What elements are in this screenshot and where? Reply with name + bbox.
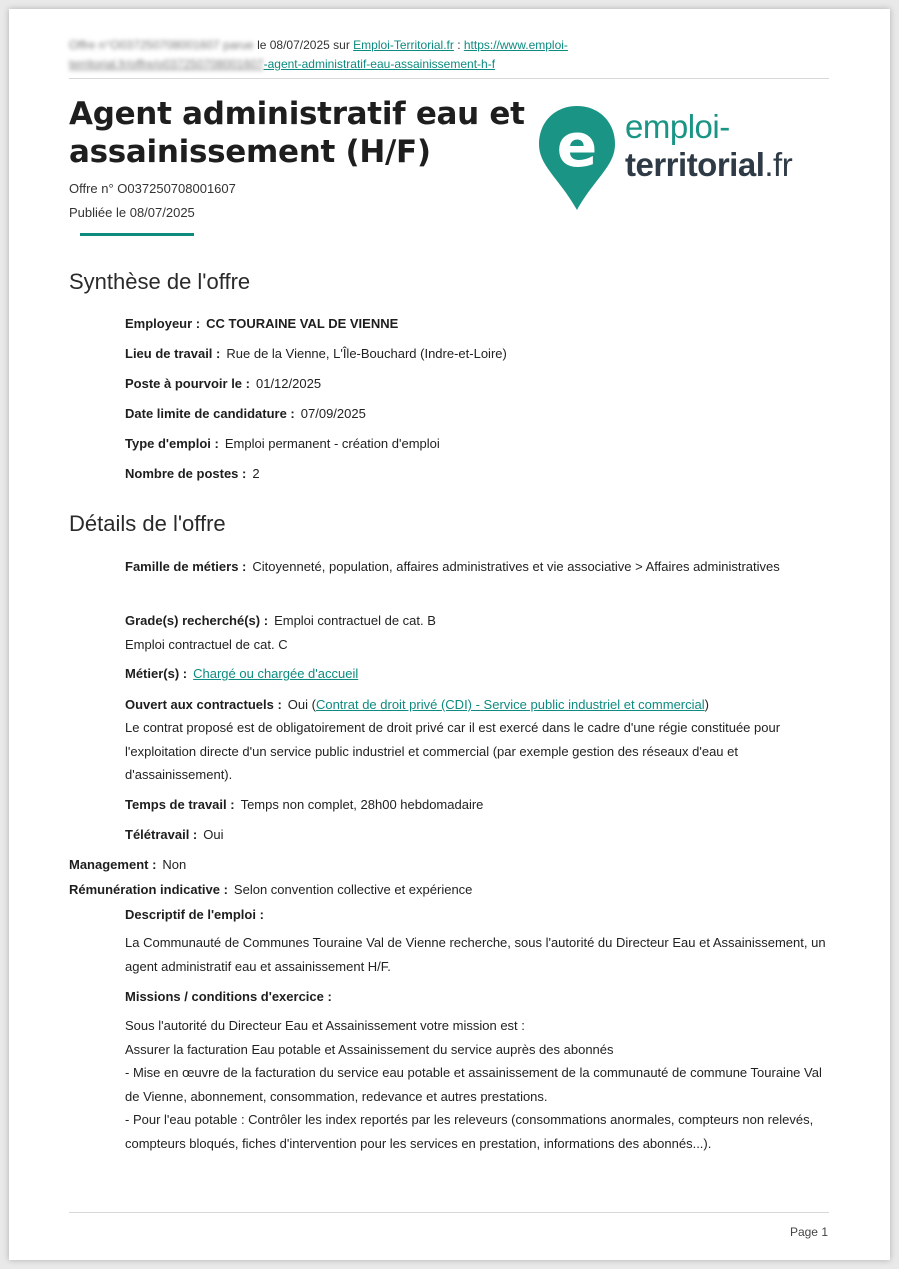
ouvert-row: Ouvert aux contractuels : Oui (Contrat de droit privé (CDI) - Service public industriel et commercial) — [125, 697, 709, 712]
page-number: Page 1 — [789, 1225, 828, 1239]
logo-line2: territorial.fr — [625, 146, 793, 183]
page-title: Agent administratif eau et assainissement (H/F) — [69, 96, 525, 170]
header-source-line: Offre n°O037250708001607 parue le 08/07/2025 sur Emploi-Territorial.fr : https://www.emploi- territorial.fr/offre/o037250708001607-agent-administratif-eau-assainissement-h-f — [69, 38, 568, 71]
poste-row: Poste à pourvoir le : 01/12/2025 — [125, 376, 322, 391]
ouvert-text: Le contrat proposé est de obligatoirement de droit privé car il est exercé dans le cadre d'une régie constituée pour l'exploitation directe d'un service public industriel et commercial (par exemple gestion des réseaux d'eau et d'assainissement). — [125, 720, 781, 782]
site-link[interactable]: Emploi-Territorial.fr — [353, 38, 454, 52]
blurred-offer-ref: Offre n°O037250708001607 parue — [69, 38, 254, 52]
remuneration-row: Rémunération indicative : Selon convention collective et expérience — [69, 882, 473, 897]
lieu-row: Lieu de travail : Rue de la Vienne, L'Île-Bouchard (Indre-et-Loire) — [125, 346, 507, 361]
employeur-row — [125, 312, 835, 336]
metier-row: Métier(s) : Chargé ou chargée d'accueil — [125, 666, 359, 681]
map-pin-icon — [537, 104, 623, 214]
type-emploi-row: Type d'emploi : Emploi permanent - création d'emploi — [125, 436, 440, 451]
contrat-link[interactable]: Contrat de droit privé (CDI) - Service public industriel et commercial — [315, 697, 705, 712]
offer-number: Offre n° O037250708001607 — [69, 181, 236, 196]
offer-url-link-1[interactable]: https://www.emploi- — [463, 38, 568, 52]
emploi-territorial-logo — [537, 104, 837, 214]
footer-divider — [69, 1212, 829, 1213]
offer-url-link-2[interactable]: -agent-administratif-eau-assainissement-h-f — [263, 57, 496, 71]
temps-row: Temps de travail : Temps non complet, 28h00 hebdomadaire — [125, 797, 484, 812]
offer-url-blurred[interactable]: territorial.fr/offre/o037250708001607 — [69, 57, 264, 71]
logo-line1: emploi- — [625, 108, 730, 145]
missions-label-row: Missions / conditions d'exercice : — [125, 989, 332, 1004]
svg-text:e: e — [556, 111, 598, 181]
details-heading: Détails de l'offre — [69, 511, 226, 536]
header-divider — [69, 78, 829, 79]
date-limite-row: Date limite de candidature : 07/09/2025 — [125, 406, 366, 421]
teletravail-row: Télétravail : Oui — [125, 827, 224, 842]
accent-bar — [80, 233, 194, 236]
management-row: Management : Non — [69, 857, 187, 872]
nombre-postes-row: Nombre de postes : 2 — [125, 466, 260, 481]
publication-date: Publiée le 08/07/2025 — [69, 205, 195, 220]
grade-row: Grade(s) recherché(s) : Emploi contractuel de cat. B Emploi contractuel de cat. C — [125, 613, 436, 652]
employeur-value: CC TOURAINE VAL DE VIENNE — [206, 316, 399, 331]
document-page — [9, 9, 890, 1260]
employeur-label: Employeur : — [125, 316, 201, 331]
descriptif-text: La Communauté de Communes Touraine Val de Vienne recherche, sous l'autorité du Directeur Eau et Assainissement, un agent administratif eau et assainissement H/F. — [125, 935, 826, 974]
descriptif-label-row: Descriptif de l'emploi : — [125, 907, 264, 922]
published-on-sur: le 08/07/2025 sur — [257, 38, 350, 52]
metier-link[interactable]: Chargé ou chargée d'accueil — [193, 666, 359, 681]
famille-row: Famille de métiers : Citoyenneté, population, affaires administratives et vie associative > Affaires administratives — [125, 559, 780, 574]
missions-text: Sous l'autorité du Directeur Eau et Assainissement votre mission est : Assurer la facturation Eau potable et Assainissement du service auprès des abonnés - Mise en œuvre de la facturation du service eau potable et assainissement de la communauté de commune Touraine Val de Vienne, abonnement, consommation, redevance et autres prestations. - Pour l'eau potable : Contrôler les index reportés par les releveurs (consommations anormales, compteurs non relevés, compteurs bloqués, fiches d'intervention pour les services en prestation, informations des abonnés...). — [125, 1018, 822, 1151]
synthese-heading: Synthèse de l'offre — [69, 269, 251, 294]
